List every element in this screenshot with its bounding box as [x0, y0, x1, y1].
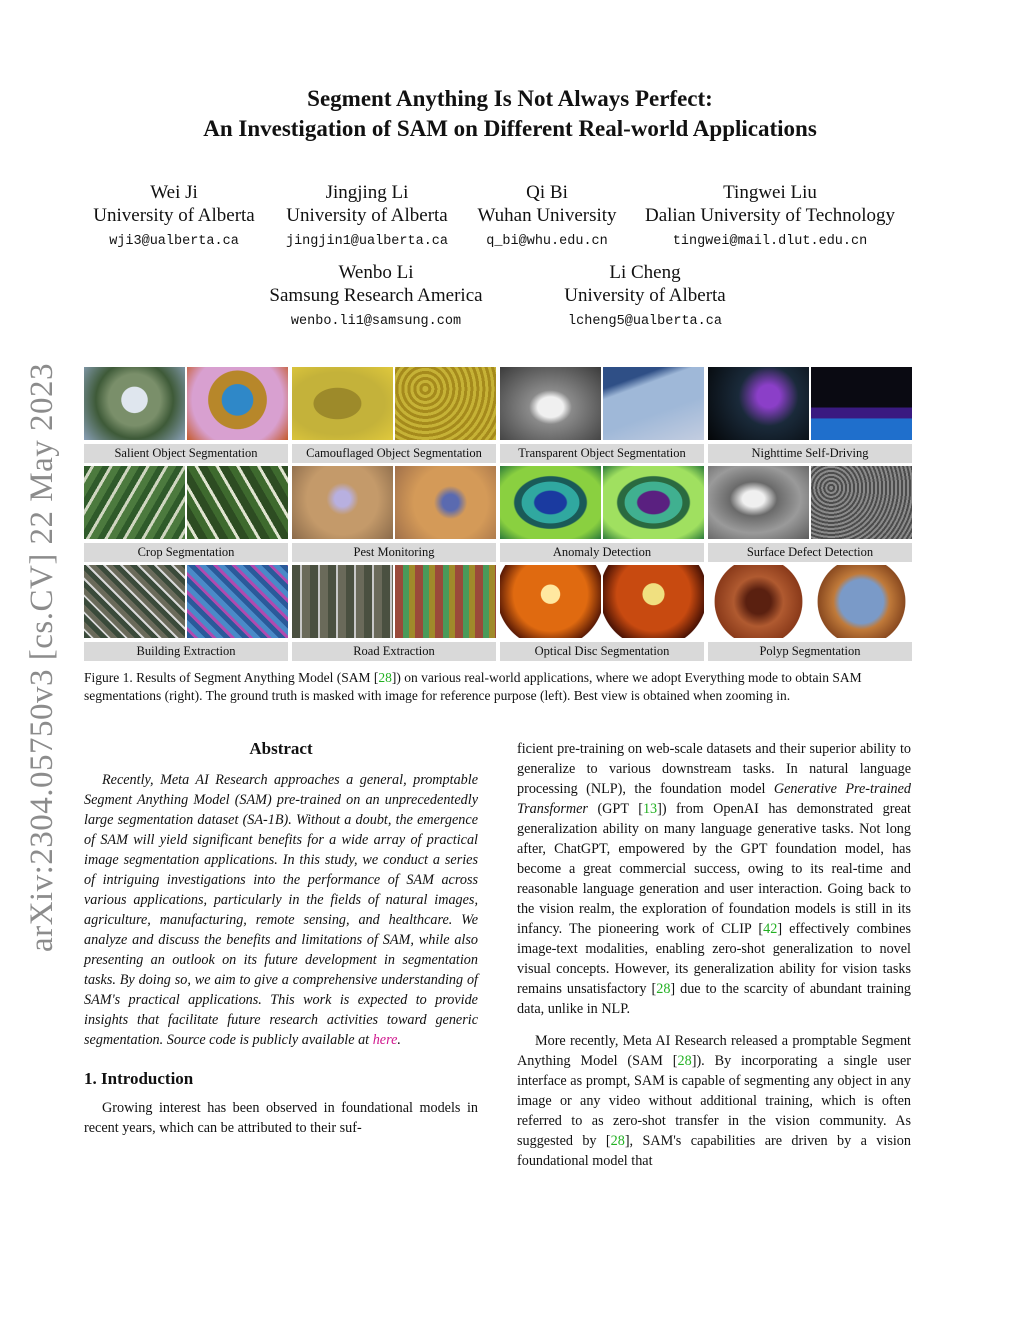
author-email[interactable]: lcheng5@ualberta.ca: [568, 314, 722, 329]
figure-label: Pest Monitoring: [292, 543, 496, 562]
section-heading-introduction: 1. Introduction: [84, 1069, 194, 1088]
citation-link[interactable]: 28: [378, 670, 392, 685]
figure-cell: [292, 565, 496, 662]
arxiv-side-stamp: [26, 345, 60, 970]
citation-link[interactable]: 28: [677, 1053, 692, 1069]
citation-link[interactable]: 13: [642, 801, 658, 817]
sam-result-image: [395, 565, 496, 638]
author-name: Jingjing Li: [325, 182, 409, 203]
text-run: ]) from OpenAI has demonstrated great generalization ability on many language generative tasks. Not long after, ChatGPT, empowered by the GPT foundation model, has become a great commercial success, owing to its real-time and reasonable language generation and user interaction. Going back to the vision realm, the exploration of foundation models is still in its infancy. The pioneering work of CLIP [: [517, 801, 911, 937]
figure-cell: [292, 466, 496, 563]
right-column: [517, 739, 911, 1171]
author-block: [269, 261, 482, 329]
author-name: Wenbo Li: [338, 262, 414, 283]
intro-paragraph: Growing interest has been observed in foundational models in recent years, which can be attributed to their suf-: [84, 1100, 478, 1136]
figure-cell: [500, 466, 704, 563]
author-block: [645, 181, 895, 249]
gt-image: [292, 565, 393, 638]
gt-image: [292, 466, 393, 539]
author-name: Tingwei Liu: [723, 182, 817, 203]
text-run: ] due to the scarcity of abundant training data, unlike in NLP.: [517, 981, 912, 1017]
figure-label: Road Extraction: [292, 642, 496, 661]
caption-prefix: Figure 1. Results of Segment Anything Model (SAM [: [84, 670, 379, 685]
intro-paragraph: [517, 739, 911, 1019]
gt-image: [84, 466, 185, 539]
author-email[interactable]: wji3@ualberta.ca: [109, 234, 239, 249]
gt-image: [708, 565, 809, 638]
figure-label: Crop Segmentation: [84, 543, 288, 562]
gpt-name: Generative Pre-trained Transformer: [517, 781, 911, 817]
figure-cell: [500, 367, 704, 464]
author-block: [564, 261, 725, 329]
text-run: ] effectively combines image-text modalities, enabling zero-shot generalization to novel visual concepts. However, its generalization ability for vision tasks remains unsatisfactory [: [517, 921, 911, 997]
figure-label: Nighttime Self-Driving: [708, 444, 912, 463]
sam-result-image: [187, 466, 288, 539]
author-affiliation: University of Alberta: [286, 205, 448, 226]
arxiv-id-text: arXiv:2304.05750v3 [cs.CV] 22 May 2023: [24, 362, 61, 953]
text-run: ], SAM's capabilities are driven by a vision foundational model that: [517, 1133, 911, 1169]
figure-label: Salient Object Segmentation: [84, 444, 288, 463]
sam-result-image: [395, 367, 496, 440]
figure-label: Camouflaged Object Segmentation: [292, 444, 496, 463]
sam-result-image: [187, 367, 288, 440]
gt-image: [500, 466, 601, 539]
author-email[interactable]: wenbo.li1@samsung.com: [290, 314, 462, 329]
figure-label: Anomaly Detection: [500, 543, 704, 562]
gt-image: [84, 565, 185, 638]
paper-title: [100, 84, 920, 144]
sam-result-image: [603, 367, 704, 440]
intro-paragraph: [517, 1031, 911, 1171]
citation-link[interactable]: 28: [610, 1133, 625, 1149]
author-name: Qi Bi: [526, 182, 568, 203]
gt-image: [500, 565, 601, 638]
author-affiliation: University of Alberta: [93, 205, 255, 226]
author-email[interactable]: jingjin1@ualberta.ca: [285, 234, 449, 249]
abstract-text: Recently, Meta AI Research approaches a general, promptable Segment Anything Model (SAM) pre-trained on an unprecedentedly large segmentation dataset (SA-1B). Without a doubt, the emergence of SAM will yield significant benefits for a wide array of practical image segmentation applications. In this study, we conduct a series of intriguing investigations into the performance of SAM across various applications, particularly in the fields of natural images, agriculture, manufacturing, remote sensing, and healthcare. We analyze and discuss the benefits and limitations of SAM, while also presenting an outlook on its future development in segmentation tasks. By doing so, we aim to give a comprehensive understanding of SAM's practical applications. This work is expected to provide insights that facilitate future research activities toward generic segmentation. Source code is publicly available at: [84, 772, 478, 1048]
figure-label: Transparent Object Segmentation: [500, 444, 704, 463]
abstract-heading: Abstract: [249, 739, 313, 758]
sam-result-image: [603, 565, 704, 638]
figure-cell: [84, 565, 288, 662]
sam-result-image: [603, 466, 704, 539]
figure-cell: [84, 466, 288, 563]
text-run: More recently, Meta AI Research released a promptable Segment Anything Model (SAM [: [517, 1033, 911, 1069]
text-run: ficient pre-training on web-scale datasets and their superior ability to generalize to various downstream tasks. In natural language processing (NLP), the foundation model: [517, 741, 911, 797]
caption-suffix: ]) on various real-world applications, where we adopt Everything mode to obtain SAM segmentations (right). The ground truth is masked with image for reference purpose (left). Best view is obtained when zooming in.: [84, 670, 862, 703]
figure-caption: [84, 669, 914, 705]
sam-result-image: [811, 466, 912, 539]
sam-result-image: [811, 565, 912, 638]
figure-cell: [708, 565, 912, 662]
author-email[interactable]: q_bi@whu.edu.cn: [486, 234, 608, 249]
gt-image: [292, 367, 393, 440]
author-affiliation: Samsung Research America: [269, 285, 483, 306]
figure-cell: [84, 367, 288, 464]
source-code-link[interactable]: here: [372, 1032, 398, 1048]
gt-image: [500, 367, 601, 440]
figure-label: Surface Defect Detection: [708, 543, 912, 562]
abstract-end: .: [397, 1032, 401, 1048]
figure-label: Building Extraction: [84, 642, 288, 661]
author-affiliation: University of Alberta: [564, 285, 726, 306]
author-affiliation: Wuhan University: [477, 205, 617, 226]
figure-cell: [500, 565, 704, 662]
figure-label: Optical Disc Segmentation: [500, 642, 704, 661]
sam-result-image: [187, 565, 288, 638]
author-block: [286, 181, 448, 249]
figure-cell: [292, 367, 496, 464]
sam-result-image: [811, 367, 912, 440]
author-name: Li Cheng: [609, 262, 681, 283]
author-block: [93, 181, 254, 249]
text-run: (GPT [: [587, 801, 643, 817]
sam-result-image: [395, 466, 496, 539]
abstract-body: [84, 770, 478, 1050]
title-line-2: An Investigation of SAM on Different Real-world Applications: [203, 116, 817, 141]
citation-link[interactable]: 42: [763, 921, 778, 937]
left-column: [84, 736, 478, 1138]
citation-link[interactable]: 28: [656, 981, 671, 997]
author-affiliation: Dalian University of Technology: [644, 205, 896, 226]
author-block: [477, 181, 616, 249]
author-name: Wei Ji: [150, 182, 198, 203]
figure-cell: [708, 466, 912, 563]
text-run: ]). By incorporating a single user interface as prompt, SAM is capable of segmenting any object in any image or any video without additional training, which is often referred to as zero-shot transfer in the vision community. As suggested by [: [517, 1053, 911, 1149]
figure-cell: [708, 367, 912, 464]
author-email[interactable]: tingwei@mail.dlut.edu.cn: [672, 234, 868, 249]
gt-image: [84, 367, 185, 440]
figure-label: Polyp Segmentation: [708, 642, 912, 661]
figure-1-grid: [84, 367, 911, 662]
gt-image: [708, 367, 809, 440]
gt-image: [708, 466, 809, 539]
title-line-1: Segment Anything Is Not Always Perfect:: [307, 86, 713, 111]
